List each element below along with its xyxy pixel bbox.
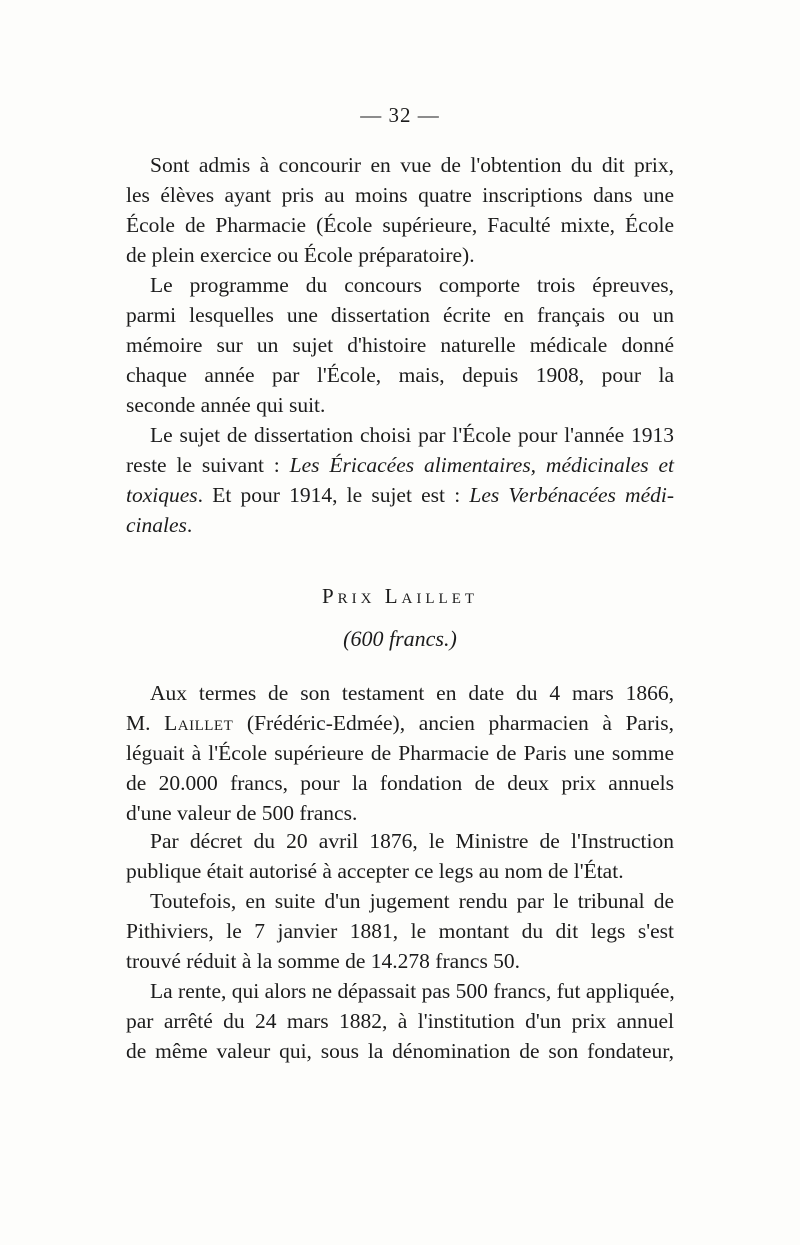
text-line: La rente, qui alors ne dépassait pas 500 francs, fut appliquée,	[150, 979, 675, 1003]
text-line: de 20.000 francs, pour la fondation de deux prix annuels	[126, 771, 674, 795]
text-run: M.	[126, 711, 165, 735]
section-subtitle: (600 francs.)	[343, 626, 457, 651]
text-line	[126, 480, 674, 510]
text-line: mémoire sur un sujet d'histoire naturelle médicale donné	[126, 333, 674, 357]
text-line: Par décret du 20 avril 1876, le Ministre de l'Instruction	[150, 829, 674, 853]
paragraph-testament	[126, 678, 674, 828]
text-line: léguait à l'École supérieure de Pharmacie de Paris une somme	[126, 741, 674, 765]
text-run: (Frédéric-Edmée), ancien pharmacien à Paris,	[233, 711, 674, 735]
text-line: Pithiviers, le 7 janvier 1881, le montant du dit legs s'est	[126, 919, 674, 943]
text-line	[126, 450, 674, 480]
paragraph-rente	[126, 976, 675, 1066]
paragraph-admission	[126, 150, 674, 270]
text-line: de plein exercice ou École préparatoire).	[126, 243, 475, 267]
text-line: d'une valeur de 500 francs.	[126, 801, 358, 825]
text-line: Le programme du concours comporte trois épreuves,	[150, 273, 674, 297]
paragraph-decret	[126, 826, 674, 886]
text-line: Le sujet de dissertation choisi par l'École pour l'année 1913	[150, 423, 674, 447]
text-run: reste le suivant :	[126, 453, 290, 477]
section-title: Prix Laillet	[321, 584, 479, 608]
italic-title: cinales	[126, 513, 187, 537]
text-run: . Et pour 1914, le sujet est :	[197, 483, 470, 507]
text-line: les élèves ayant pris au moins quatre inscriptions dans une	[126, 183, 674, 207]
text-line: seconde année qui suit.	[126, 393, 326, 417]
text-line: publique était autorisé à accepter ce legs au nom de l'État.	[126, 859, 624, 883]
text-line: trouvé réduit à la somme de 14.278 francs 50.	[126, 949, 521, 973]
text-line: de même valeur qui, sous la dénomination de son fondateur,	[126, 1039, 674, 1063]
italic-title: Les Verbénacées médi-	[469, 483, 674, 507]
italic-title: toxiques	[126, 483, 198, 507]
text-line: École de Pharmacie (École supérieure, Faculté mixte, École	[126, 213, 674, 237]
text-line: Aux termes de son testament en date du 4 mars 1866,	[150, 681, 674, 705]
text-line: Toutefois, en suite d'un jugement rendu par le tribunal de	[150, 889, 674, 913]
text-run: .	[186, 513, 193, 537]
paragraph-jugement	[126, 886, 674, 976]
paragraph-programme	[126, 270, 674, 420]
text-line: chaque année par l'École, mais, depuis 1908, pour la	[126, 363, 674, 387]
text-line: Sont admis à concourir en vue de l'obtention du dit prix,	[150, 153, 674, 177]
text-line	[126, 708, 674, 738]
text-line: parmi lesquelles une dissertation écrite en français ou un	[126, 303, 674, 327]
text-line: par arrêté du 24 mars 1882, à l'institution d'un prix annuel	[126, 1009, 674, 1033]
paragraph-sujet	[126, 420, 674, 540]
text-line	[126, 510, 674, 540]
italic-title: Les Éricacées alimentaires, médicinales et	[289, 453, 674, 477]
founder-name: Laillet	[164, 711, 234, 735]
page-number: — 32 —	[360, 103, 440, 127]
